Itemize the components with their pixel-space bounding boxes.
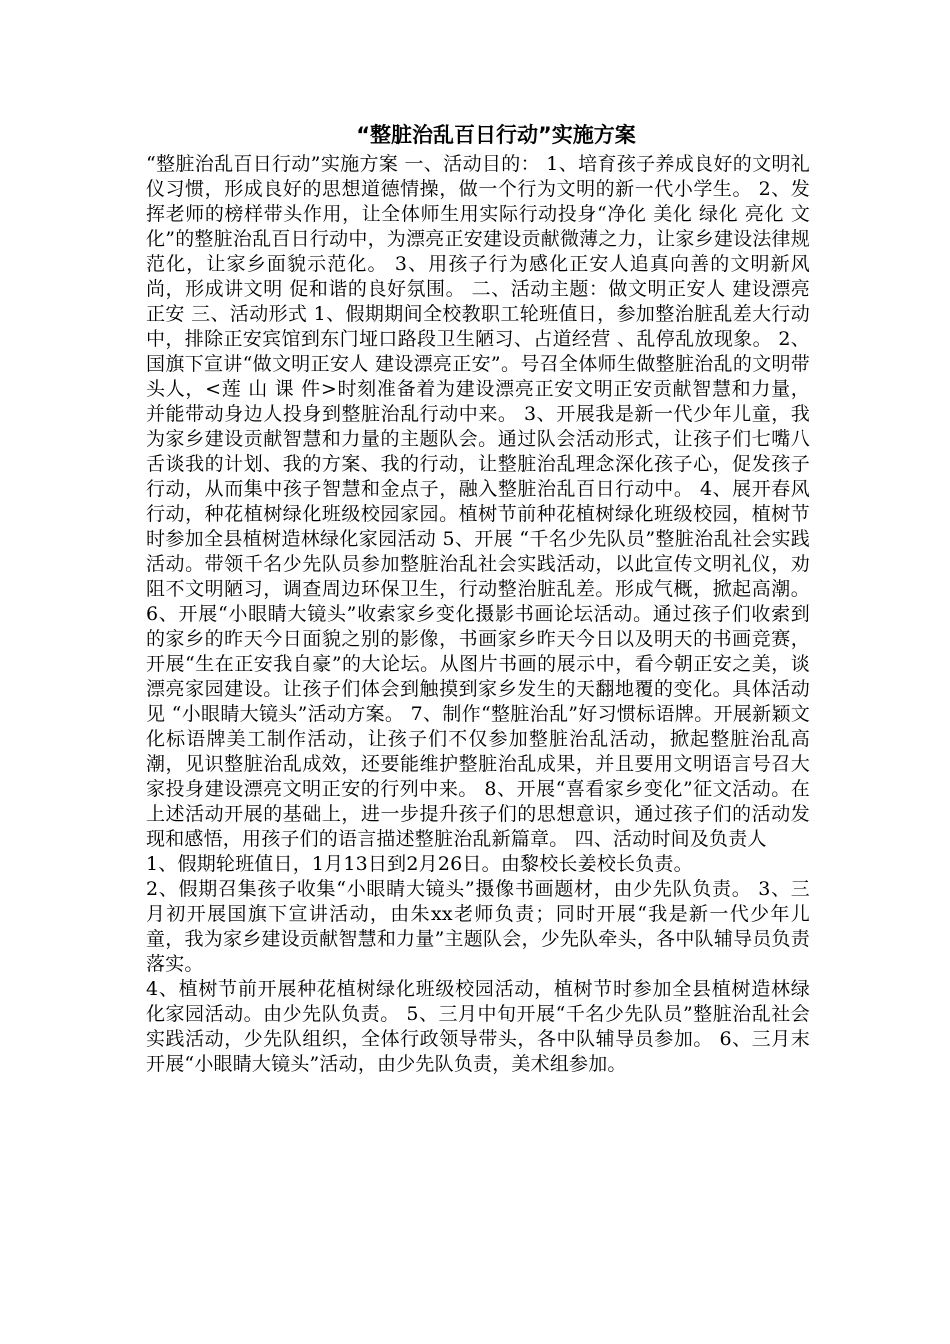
paragraph-item-4: 4、植树节前开展种花植树绿化班级校园活动，植树节时参加全县植树造林绿化家园活动。由少先队负责。 5、三月中旬开展“千名少先队员”整脏治乱社会实践活动，少先队组织，全体行政领导带头，各中队辅导员参加。 6、三月末开展“小眼睛大镜头”活动，由少先队负责，美术组参加。 <box>146 978 810 1075</box>
paragraph-main: “整脏治乱百日行动”实施方案 一、活动目的： 1、培育孩子养成良好的文明礼仪习惯，形成良好的思想道德情操，做一个行为文明的新一代小学生。 2、发挥老师的榜样带头作用，让全体师生用实际行动投身“净化 美化 绿化 亮化 文化”的整脏治乱百日行动中，为漂亮正安建设贡献微薄之力，让家乡建设法律规范化，让家乡面貌示范化。 3、用孩子行为感化正安人追真向善的文明新风尚，形成讲文明 促和谐的良好氛围。 二、活动主题：做文明正安人 建设漂亮正安 三、活动形式 1、假期期间全校教职工轮班值日，参加整治脏乱差大行动中，排除正安宾馆到东门垭口路段卫生陋习、占道经营 、乱停乱放现象。 2、国旗下宣讲“做文明正安人 建设漂亮正安”。号召全体师生做整脏治乱的文明带头人，<莲 山 课 件>时刻准备着为建设漂亮正安文明正安贡献智慧和力量，并能带动身边人投身到整脏治乱行动中来。 3、开展我是新一代少年儿童，我为家乡建设贡献智慧和力量的主题队会。通过队会活动形式，让孩子们七嘴八舌谈我的计划、我的方案、我的行动，让整脏治乱理念深化孩子心，促发孩子行动，从而集中孩子智慧和金点子，融入整脏治乱百日行动中。 4、展开春风行动，种花植树绿化班级校园家园。植树节前种花植树绿化班级校园，植树节时参加全县植树造林绿化家园活动 5、开展 “千名少先队员”整脏治乱社会实践活动。带领千名少先队员参加整脏治乱社会实践活动，以此宣传文明礼仪，劝阻不文明陋习，调查周边环保卫生，行动整治脏乱差。形成气概，掀起高潮。 6、开展“小眼睛大镜头”收索家乡变化摄影书画论坛活动。通过孩子们收索到的家乡的昨天今日面貌之别的影像，书画家乡昨天今日以及明天的书画竞赛，开展“生在正安我自豪”的大论坛。从图片书画的展示中，看今朝正安之美，谈漂亮家园建设。让孩子们体会到触摸到家乡发生的天翻地覆的变化。具体活动见 “小眼睛大镜头”活动方案。 7、制作“整脏治乱”好习惯标语牌。开展新颖文化标语牌美工制作活动，让孩子们不仅参加整脏治乱活动，掀起整脏治乱高潮，见识整脏治乱成效，还要能维护整脏治乱成果，并且要用文明语言号召大家投身建设漂亮文明正安的行列中来。 8、开展“喜看家乡变化”征文活动。在上述活动开展的基础上，进一步提升孩子们的思想意识，通过孩子们的活动发现和感悟，用孩子们的语言描述整脏治乱新篇章。 四、活动时间及负责人 <box>146 153 810 850</box>
paragraph-item-2: 2、假期召集孩子收集“小眼睛大镜头”摄像书画题材，由少先队负责。 3、三月初开展国旗下宣讲活动，由朱xx老师负责；同时开展“我是新一代少年儿童，我为家乡建设贡献智慧和力量”主题队会，少先队牵头，各中队辅导员负责落实。 <box>146 878 810 975</box>
document-page <box>146 120 810 1077</box>
document-body <box>146 152 810 1077</box>
paragraph-item-1: 1、假期轮班值日，1月13日到2月26日。由黎校长姜校长负责。 <box>146 853 693 875</box>
document-title: “整脏治乱百日行动”实施方案 <box>356 123 636 147</box>
